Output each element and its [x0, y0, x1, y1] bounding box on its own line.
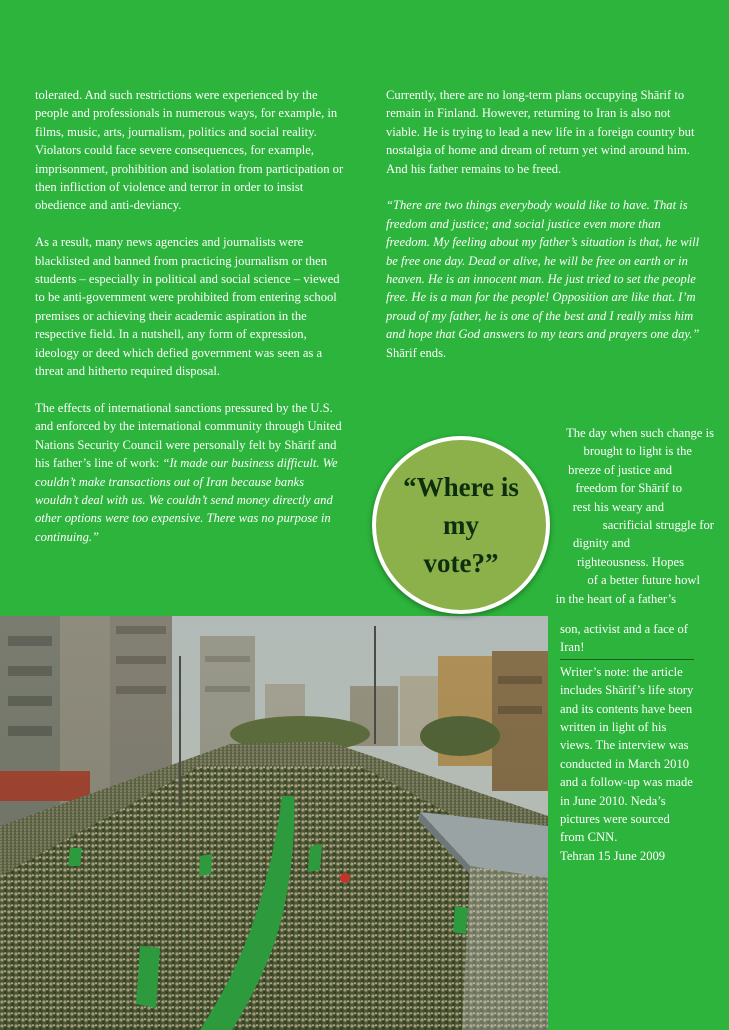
- right-paragraph-2-end: Shārif ends.: [386, 345, 447, 360]
- pull-quote-text: [403, 468, 519, 582]
- left-paragraph-2: As a result, many news agencies and journalists were blacklisted and banned from practicing journalism or then students – especially in political and social science – viewed to be anti-government were prohibited from entering school premises or achieving their academic aspiration in the respective field. In a nutshell, any form of expression, ideology or deed which defied government was seen as a threat and hitherto required disposal.: [35, 235, 340, 379]
- wrap-line: brought to light is the: [583, 444, 692, 459]
- side-divider: [560, 659, 694, 660]
- side-column: [560, 620, 694, 865]
- protest-crowd-photo: [0, 616, 548, 1030]
- left-paragraph-3-quote: “It made our business difficult. We couldn’t make transactions out of Iran because banks wouldn’t deal with us. We couldn’t send money directly and other options were too expensive. There was no purpose in continuing.”: [35, 456, 338, 544]
- photo-caption: Tehran 15 June 2009: [560, 848, 666, 863]
- left-paragraph-3-text: The effects of international sanctions pressured by the U.S. and enforced by the international community through United Nations Security Council were personally felt by Shārif and his father’s line of work:: [35, 400, 342, 471]
- left-paragraph-1: tolerated. And such restrictions were experienced by the people and professionals in numerous ways, for example, in films, music, arts, journalism, politics and social reality. Violators could face severe consequences, for example, imprisonment, prohibition and isolation from participation or then infliction of violence and terror in order to insist obedience and anti-deviancy.: [35, 88, 344, 213]
- wrap-line: in the heart of a father’s: [555, 591, 676, 606]
- left-paragraph-3: [35, 399, 347, 546]
- wrap-line: rest his weary and: [572, 499, 664, 514]
- pull-quote-line-3: vote?”: [423, 548, 499, 578]
- right-paragraph-2: [386, 196, 700, 362]
- wrap-line: freedom for Shārif to: [575, 481, 682, 496]
- left-column: [35, 86, 347, 546]
- wrap-line: dignity and: [572, 536, 630, 551]
- wrap-line: sacrificial struggle for: [602, 518, 714, 533]
- right-paragraph-1: Currently, there are no long-term plans occupying Shārif to remain in Finland. However, returning to Iran is also not viable. He is trying to lead a new life in a foreign country but nostalgia of home and dream of return yet wind around him. And his father remains to be freed.: [386, 88, 695, 176]
- right-paragraph-2-quote: “There are two things everybody would like to have. That is freedom and justice; and social justice even more than freedom. My feeling about my father’s situation is that, he will be free one day. Dead or alive, he will be free on earth or in heaven. He is an innocent man. He just tried to set the people free. He is a man for the people! Opposition are like that. I’m proud of my father, he is one of the best and I really miss him and hope that God answers to my tears and prayers one day.”: [386, 198, 700, 342]
- wrap-line: of a better future howl: [587, 573, 700, 588]
- wrap-line: righteousness. Hopes: [576, 554, 684, 569]
- wrap-line: The day when such change is: [566, 426, 714, 440]
- pull-quote-circle: [376, 440, 546, 610]
- pull-quote-line-1: “Where is: [403, 472, 519, 502]
- wrap-line: breeze of justice and: [568, 462, 672, 477]
- crowd-photo-illustration: [0, 616, 548, 1030]
- writers-note: Writer’s note: the article includes Shārif’s life story and its contents have been written in light of his views. The interview was conducted in March 2010 and a follow-up was made in June 2010. Neda’s pictures were sourced from CNN.: [560, 664, 694, 845]
- side-continuation: son, activist and a face of Iran!: [560, 622, 688, 655]
- pull-quote-line-2: my: [443, 510, 479, 540]
- right-column: [386, 86, 700, 362]
